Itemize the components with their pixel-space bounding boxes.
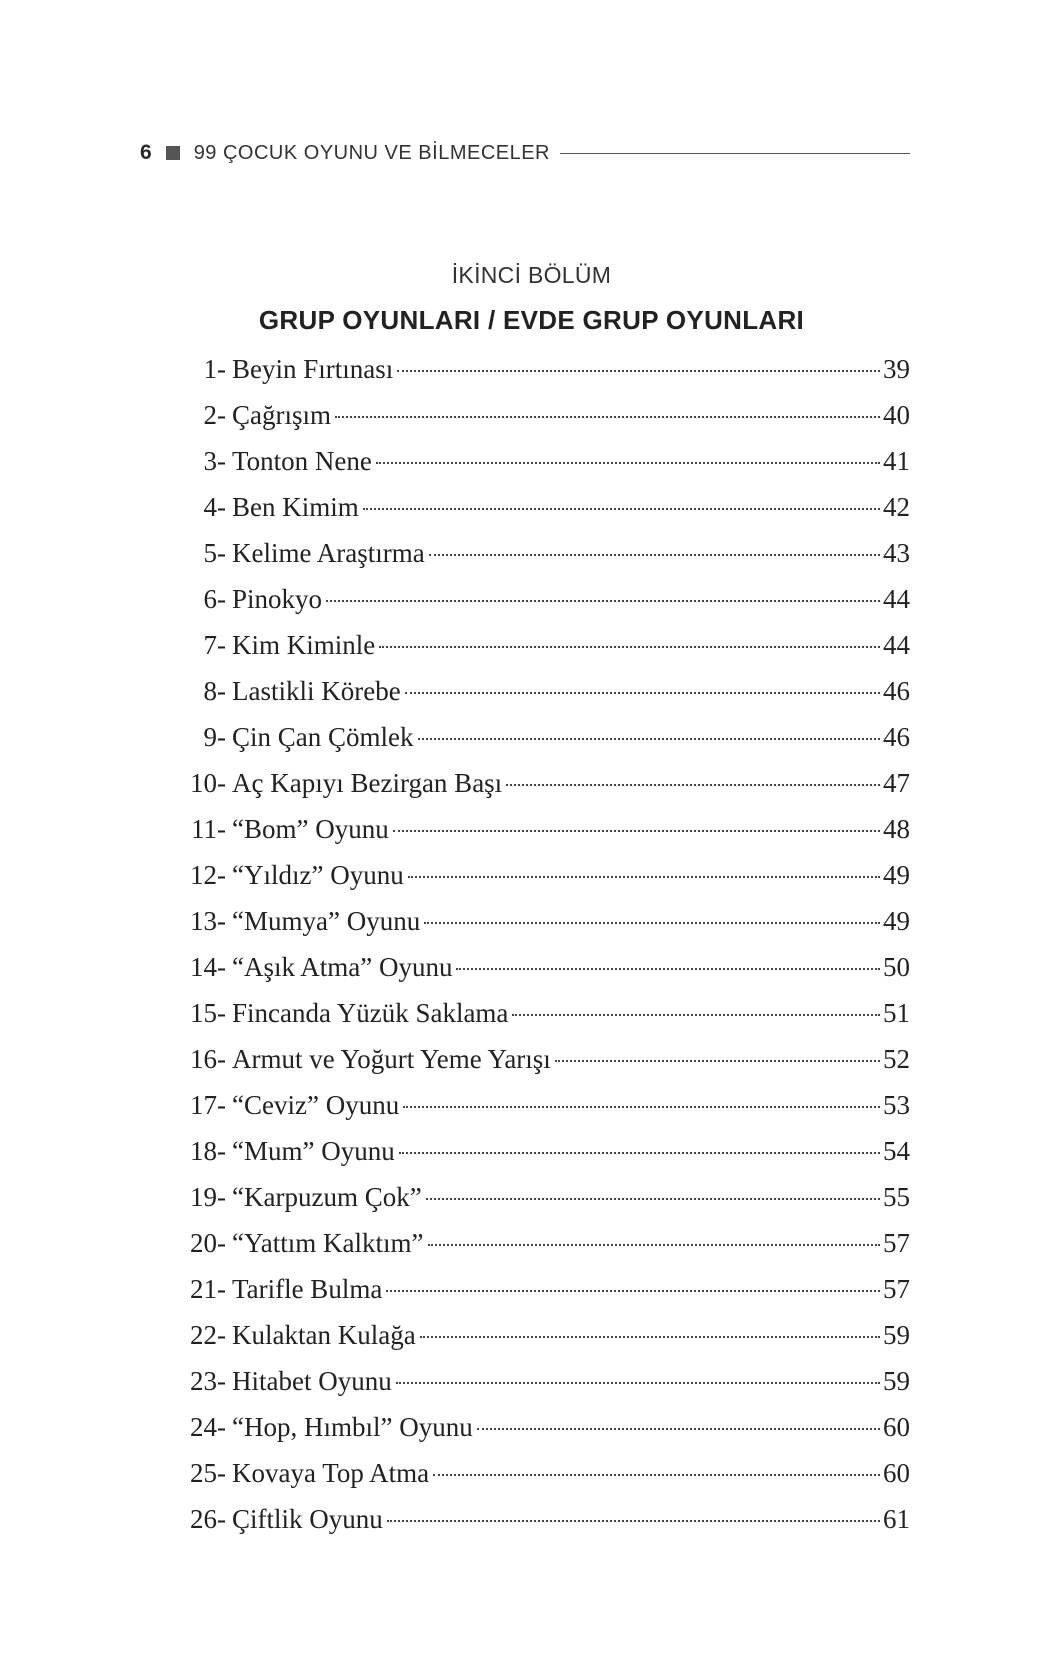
toc-entry-title: Beyin Fırtınası: [232, 354, 394, 384]
toc-entry-number: 12-: [190, 860, 226, 890]
section-label: İKİNCİ BÖLÜM: [451, 262, 612, 288]
toc-entry-page: 53: [883, 1090, 910, 1120]
toc-entry-number: 26-: [190, 1504, 226, 1534]
toc-entry-title: Aç Kapıyı Bezirgan Başı: [232, 768, 503, 798]
toc-entry: [178, 1082, 910, 1128]
toc-entry-title: “Ceviz” Oyunu: [232, 1090, 400, 1120]
header-rule: [560, 153, 910, 154]
toc-entry-page: 42: [883, 492, 910, 522]
toc-entry-title: “Karpuzum Çok”: [232, 1182, 422, 1212]
toc-dot-leader: [399, 1152, 880, 1154]
toc-entry: [178, 1174, 910, 1220]
toc-entry-title: “Mumya” Oyunu: [232, 906, 421, 936]
toc-entry-page: 44: [883, 630, 910, 660]
toc-entry-page: 44: [883, 584, 910, 614]
toc-entry-title: Kulaktan Kulağa: [232, 1320, 416, 1350]
toc-entry-page: 55: [883, 1182, 910, 1212]
toc-entry-title: Armut ve Yoğurt Yeme Yarışı: [232, 1044, 551, 1074]
toc-entry: [178, 806, 910, 852]
toc-entry-page: 51: [883, 998, 910, 1028]
toc-dot-leader: [429, 554, 880, 556]
toc-dot-leader: [512, 1014, 880, 1016]
toc-entry-page: 41: [883, 446, 910, 476]
toc-entry: [178, 392, 910, 438]
toc-entry: [178, 530, 910, 576]
toc-dot-leader: [386, 1290, 880, 1292]
toc-dot-leader: [397, 370, 880, 372]
toc-dot-leader: [426, 1198, 880, 1200]
toc-entry-number: 18-: [190, 1136, 226, 1166]
book-title: 99 ÇOCUK OYUNU VE BİLMECELER: [193, 141, 551, 164]
toc-dot-leader: [408, 876, 880, 878]
toc-entry-page: 60: [883, 1458, 910, 1488]
toc-entry-page: 39: [883, 354, 910, 384]
toc-entry: [178, 438, 910, 484]
toc-entry: [178, 1496, 910, 1542]
toc-entry-title: “Aşık Atma” Oyunu: [232, 952, 453, 982]
toc-entry-number: 21-: [190, 1274, 226, 1304]
toc-entry: [178, 1358, 910, 1404]
toc-entry: [178, 1266, 910, 1312]
toc-entry-page: 47: [883, 768, 910, 798]
toc-entry-page: 43: [883, 538, 910, 568]
toc-dot-leader: [335, 416, 880, 418]
toc-entry-title: Çiftlik Oyunu: [232, 1504, 383, 1534]
section-title: GRUP OYUNLARI / EVDE GRUP OYUNLARI: [258, 305, 805, 335]
toc-entry-number: 15-: [190, 998, 226, 1028]
toc-dot-leader: [506, 784, 880, 786]
toc-entry: [178, 898, 910, 944]
toc-entry-number: 2-: [203, 400, 226, 430]
toc-entry-number: 20-: [190, 1228, 226, 1258]
toc-dot-leader: [403, 1106, 880, 1108]
toc-entry-title: Tonton Nene: [232, 446, 372, 476]
toc-entry-number: 11-: [191, 814, 226, 844]
toc-entry-page: 57: [883, 1274, 910, 1304]
toc-dot-leader: [363, 508, 880, 510]
toc-dot-leader: [428, 1244, 881, 1246]
toc-entry: [178, 576, 910, 622]
toc-entry-number: 4-: [203, 492, 226, 522]
toc-entry-number: 8-: [203, 676, 226, 706]
toc-dot-leader: [387, 1520, 880, 1522]
toc-entry: [178, 852, 910, 898]
toc-dot-leader: [424, 922, 880, 924]
toc-dot-leader: [396, 1382, 880, 1384]
toc-entry-title: “Mum” Oyunu: [232, 1136, 395, 1166]
toc-entry-number: 5-: [203, 538, 226, 568]
toc-entry-page: 59: [883, 1320, 910, 1350]
toc-entry-title: Fincanda Yüzük Saklama: [232, 998, 509, 1028]
toc-entry: [178, 1312, 910, 1358]
toc-entry-title: Kovaya Top Atma: [232, 1458, 430, 1488]
toc-entry-number: 14-: [190, 952, 226, 982]
toc-entry-page: 61: [883, 1504, 910, 1534]
toc-entry-number: 25-: [190, 1458, 226, 1488]
toc-dot-leader: [393, 830, 880, 832]
toc-dot-leader: [456, 968, 880, 970]
toc-entry-title: Kim Kiminle: [232, 630, 376, 660]
toc-entry-title: Tarifle Bulma: [232, 1274, 383, 1304]
toc-entry-page: 49: [883, 906, 910, 936]
toc-entry: [178, 1220, 910, 1266]
toc-entry: [178, 484, 910, 530]
toc-entry-title: Çağrışım: [232, 400, 331, 430]
toc-entry: [178, 760, 910, 806]
toc-entry-number: 24-: [190, 1412, 226, 1442]
toc-entry: [178, 714, 910, 760]
toc-entry-page: 46: [883, 676, 910, 706]
toc-entry-number: 19-: [190, 1182, 226, 1212]
header-square-ornament: [166, 146, 180, 160]
running-header: [140, 138, 910, 168]
toc-entry: [178, 622, 910, 668]
toc-entry-title: Çin Çan Çömlek: [232, 722, 414, 752]
toc-dot-leader: [379, 646, 880, 648]
toc-entry-number: 10-: [190, 768, 226, 798]
toc-dot-leader: [477, 1428, 880, 1430]
toc-entry-title: “Yıldız” Oyunu: [232, 860, 404, 890]
toc-entry: [178, 346, 910, 392]
toc-entry-title: Hitabet Oyunu: [232, 1366, 392, 1396]
toc-entry-title: Ben Kimim: [232, 492, 359, 522]
toc-entry-title: Kelime Araştırma: [232, 538, 425, 568]
toc-dot-leader: [420, 1336, 880, 1338]
toc-entry: [178, 944, 910, 990]
toc-entry-page: 50: [883, 952, 910, 982]
toc-entry: [178, 1450, 910, 1496]
toc-entry-number: 9-: [203, 722, 226, 752]
toc-entry-number: 7-: [203, 630, 226, 660]
toc-entry-page: 48: [883, 814, 910, 844]
page-number: 6: [140, 141, 152, 164]
toc-entry-number: 22-: [190, 1320, 226, 1350]
toc-entry: [178, 990, 910, 1036]
table-of-contents: [178, 346, 910, 1542]
toc-dot-leader: [405, 692, 880, 694]
toc-dot-leader: [555, 1060, 880, 1062]
toc-entry-title: “Hop, Hımbıl” Oyunu: [232, 1412, 473, 1442]
toc-entry-title: Pinokyo: [232, 584, 323, 614]
toc-dot-leader: [376, 462, 880, 464]
toc-entry: [178, 1404, 910, 1450]
toc-entry-page: 60: [883, 1412, 910, 1442]
toc-entry: [178, 1128, 910, 1174]
toc-entry-page: 59: [883, 1366, 910, 1396]
toc-entry-title: “Yattım Kalktım”: [232, 1228, 424, 1258]
toc-entry-title: Lastikli Körebe: [232, 676, 401, 706]
toc-entry-number: 1-: [203, 354, 226, 384]
toc-entry-page: 52: [883, 1044, 910, 1074]
toc-entry-page: 40: [883, 400, 910, 430]
toc-entry-number: 6-: [203, 584, 226, 614]
toc-entry-number: 16-: [190, 1044, 226, 1074]
toc-entry: [178, 1036, 910, 1082]
toc-entry-number: 3-: [203, 446, 226, 476]
toc-entry: [178, 668, 910, 714]
toc-entry-number: 17-: [190, 1090, 226, 1120]
toc-entry-number: 13-: [190, 906, 226, 936]
toc-entry-title: “Bom” Oyunu: [232, 814, 389, 844]
toc-entry-page: 46: [883, 722, 910, 752]
toc-dot-leader: [433, 1474, 880, 1476]
toc-entry-page: 57: [883, 1228, 910, 1258]
toc-dot-leader: [418, 738, 881, 740]
toc-entry-number: 23-: [190, 1366, 226, 1396]
toc-dot-leader: [326, 600, 880, 602]
toc-entry-page: 54: [883, 1136, 910, 1166]
toc-entry-page: 49: [883, 860, 910, 890]
